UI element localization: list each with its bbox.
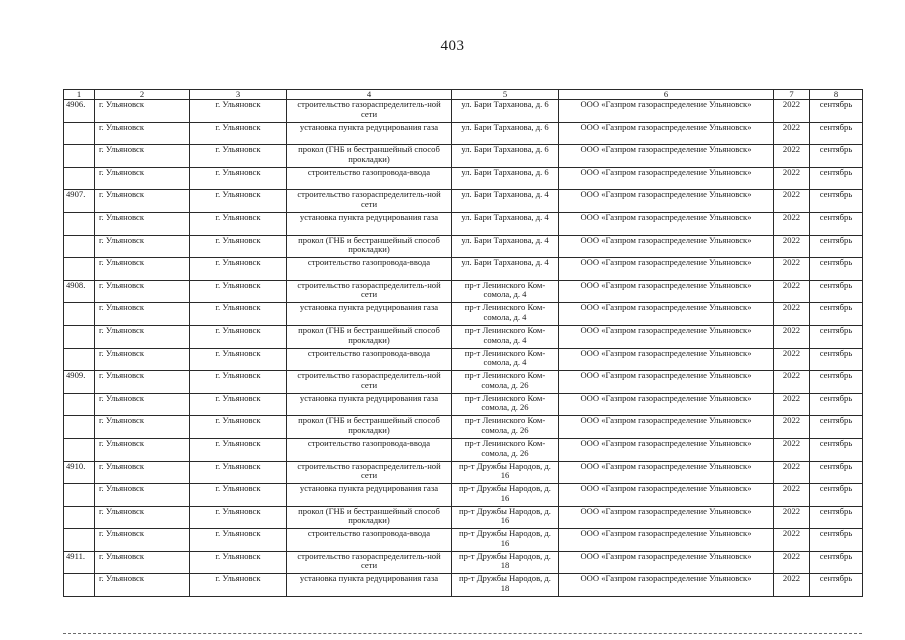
cell-municipality: г. Ульяновск: [95, 348, 190, 371]
cell-work-type: строительство газопровода-ввода: [287, 348, 452, 371]
cell-organization: ООО «Газпром газораспределение Ульяновск»: [559, 100, 774, 123]
table-row: [64, 416, 863, 439]
cell-entry-number: [64, 484, 95, 507]
cell-settlement: г. Ульяновск: [190, 574, 287, 597]
column-number-header: [64, 90, 863, 100]
register-body: [64, 100, 863, 597]
cell-entry-number: [64, 325, 95, 348]
cell-municipality: г. Ульяновск: [95, 145, 190, 168]
cell-month: сентябрь: [810, 551, 863, 574]
cell-year: 2022: [774, 484, 810, 507]
table-row: [64, 280, 863, 303]
cell-year: 2022: [774, 325, 810, 348]
cell-address: ул. Бари Тарханова, д. 4: [452, 235, 559, 258]
cell-month: сентябрь: [810, 416, 863, 439]
cell-work-type: строительство газораспределитель-ной сети: [287, 371, 452, 394]
cell-address: пр-т Ленинского Ком-сомола, д. 4: [452, 348, 559, 371]
cell-organization: ООО «Газпром газораспределение Ульяновск»: [559, 280, 774, 303]
cell-entry-number: 4906.: [64, 100, 95, 123]
cell-municipality: г. Ульяновск: [95, 371, 190, 394]
cell-work-type: строительство газораспределитель-ной сети: [287, 551, 452, 574]
cell-work-type: строительство газораспределитель-ной сети: [287, 100, 452, 123]
cell-organization: ООО «Газпром газораспределение Ульяновск»: [559, 574, 774, 597]
column-header-3: 3: [190, 90, 287, 100]
cell-work-type: установка пункта редуцирования газа: [287, 212, 452, 235]
table-row: [64, 212, 863, 235]
cell-municipality: г. Ульяновск: [95, 100, 190, 123]
cell-entry-number: 4910.: [64, 461, 95, 484]
cell-year: 2022: [774, 416, 810, 439]
table-row: [64, 303, 863, 326]
cell-year: 2022: [774, 100, 810, 123]
page-cut-edge: [63, 633, 862, 634]
cell-entry-number: [64, 438, 95, 461]
cell-year: 2022: [774, 303, 810, 326]
cell-month: сентябрь: [810, 325, 863, 348]
cell-work-type: строительство газопровода-ввода: [287, 438, 452, 461]
cell-year: 2022: [774, 438, 810, 461]
cell-month: сентябрь: [810, 303, 863, 326]
cell-work-type: установка пункта редуцирования газа: [287, 122, 452, 145]
cell-month: сентябрь: [810, 484, 863, 507]
cell-organization: ООО «Газпром газораспределение Ульяновск»: [559, 258, 774, 281]
cell-municipality: г. Ульяновск: [95, 529, 190, 552]
cell-address: пр-т Ленинского Ком-сомола, д. 4: [452, 303, 559, 326]
cell-entry-number: [64, 529, 95, 552]
table-row: [64, 190, 863, 213]
cell-year: 2022: [774, 280, 810, 303]
cell-year: 2022: [774, 235, 810, 258]
cell-entry-number: [64, 506, 95, 529]
cell-settlement: г. Ульяновск: [190, 506, 287, 529]
cell-month: сентябрь: [810, 190, 863, 213]
table-row: [64, 438, 863, 461]
cell-work-type: прокол (ГНБ и бестраншейный способ прокладки): [287, 235, 452, 258]
cell-work-type: установка пункта редуцирования газа: [287, 484, 452, 507]
cell-settlement: г. Ульяновск: [190, 416, 287, 439]
cell-municipality: г. Ульяновск: [95, 438, 190, 461]
cell-address: пр-т Ленинского Ком-сомола, д. 26: [452, 438, 559, 461]
cell-organization: ООО «Газпром газораспределение Ульяновск»: [559, 325, 774, 348]
cell-address: пр-т Ленинского Ком-сомола, д. 26: [452, 371, 559, 394]
cell-municipality: г. Ульяновск: [95, 190, 190, 213]
cell-municipality: г. Ульяновск: [95, 167, 190, 190]
cell-organization: ООО «Газпром газораспределение Ульяновск»: [559, 235, 774, 258]
cell-month: сентябрь: [810, 167, 863, 190]
cell-month: сентябрь: [810, 529, 863, 552]
column-header-2: 2: [95, 90, 190, 100]
cell-year: 2022: [774, 461, 810, 484]
cell-month: сентябрь: [810, 461, 863, 484]
cell-work-type: прокол (ГНБ и бестраншейный способ прокладки): [287, 325, 452, 348]
cell-month: сентябрь: [810, 212, 863, 235]
cell-address: пр-т Дружбы Народов, д. 16: [452, 461, 559, 484]
cell-municipality: г. Ульяновск: [95, 393, 190, 416]
cell-year: 2022: [774, 506, 810, 529]
cell-settlement: г. Ульяновск: [190, 100, 287, 123]
cell-municipality: г. Ульяновск: [95, 484, 190, 507]
cell-settlement: г. Ульяновск: [190, 167, 287, 190]
table-row: [64, 122, 863, 145]
column-header-7: 7: [774, 90, 810, 100]
cell-organization: ООО «Газпром газораспределение Ульяновск»: [559, 438, 774, 461]
cell-year: 2022: [774, 212, 810, 235]
register-table: [63, 89, 863, 597]
cell-municipality: г. Ульяновск: [95, 325, 190, 348]
cell-settlement: г. Ульяновск: [190, 122, 287, 145]
cell-settlement: г. Ульяновск: [190, 393, 287, 416]
table-row: [64, 258, 863, 281]
cell-organization: ООО «Газпром газораспределение Ульяновск»: [559, 393, 774, 416]
table-row: [64, 167, 863, 190]
cell-month: сентябрь: [810, 574, 863, 597]
cell-municipality: г. Ульяновск: [95, 551, 190, 574]
table-row: [64, 371, 863, 394]
table-row: [64, 145, 863, 168]
table-row: [64, 484, 863, 507]
cell-work-type: строительство газораспределитель-ной сети: [287, 280, 452, 303]
cell-municipality: г. Ульяновск: [95, 303, 190, 326]
cell-month: сентябрь: [810, 280, 863, 303]
cell-entry-number: [64, 303, 95, 326]
cell-month: сентябрь: [810, 393, 863, 416]
cell-municipality: г. Ульяновск: [95, 258, 190, 281]
column-header-8: 8: [810, 90, 863, 100]
cell-municipality: г. Ульяновск: [95, 574, 190, 597]
cell-address: ул. Бари Тарханова, д. 4: [452, 212, 559, 235]
cell-work-type: строительство газопровода-ввода: [287, 529, 452, 552]
cell-municipality: г. Ульяновск: [95, 122, 190, 145]
cell-address: ул. Бари Тарханова, д. 6: [452, 100, 559, 123]
cell-work-type: прокол (ГНБ и бестраншейный способ прокладки): [287, 506, 452, 529]
page-number: 403: [440, 38, 465, 54]
table-row: [64, 100, 863, 123]
cell-month: сентябрь: [810, 506, 863, 529]
cell-work-type: установка пункта редуцирования газа: [287, 574, 452, 597]
cell-municipality: г. Ульяновск: [95, 235, 190, 258]
cell-entry-number: [64, 145, 95, 168]
cell-entry-number: [64, 416, 95, 439]
column-header-5: 5: [452, 90, 559, 100]
cell-year: 2022: [774, 258, 810, 281]
table-row: [64, 393, 863, 416]
cell-settlement: г. Ульяновск: [190, 529, 287, 552]
cell-entry-number: [64, 167, 95, 190]
column-header-6: 6: [559, 90, 774, 100]
table-row: [64, 506, 863, 529]
cell-entry-number: [64, 393, 95, 416]
cell-work-type: строительство газопровода-ввода: [287, 258, 452, 281]
table-row: [64, 325, 863, 348]
cell-organization: ООО «Газпром газораспределение Ульяновск»: [559, 303, 774, 326]
cell-year: 2022: [774, 145, 810, 168]
cell-entry-number: [64, 122, 95, 145]
cell-work-type: строительство газопровода-ввода: [287, 167, 452, 190]
cell-address: пр-т Дружбы Народов, д. 18: [452, 551, 559, 574]
cell-work-type: прокол (ГНБ и бестраншейный способ прокладки): [287, 145, 452, 168]
cell-organization: ООО «Газпром газораспределение Ульяновск»: [559, 167, 774, 190]
cell-organization: ООО «Газпром газораспределение Ульяновск»: [559, 122, 774, 145]
cell-organization: ООО «Газпром газораспределение Ульяновск»: [559, 348, 774, 371]
cell-address: пр-т Ленинского Ком-сомола, д. 4: [452, 280, 559, 303]
cell-organization: ООО «Газпром газораспределение Ульяновск»: [559, 551, 774, 574]
cell-settlement: г. Ульяновск: [190, 235, 287, 258]
cell-year: 2022: [774, 122, 810, 145]
cell-year: 2022: [774, 348, 810, 371]
cell-address: пр-т Дружбы Народов, д. 16: [452, 484, 559, 507]
cell-entry-number: [64, 258, 95, 281]
cell-work-type: строительство газораспределитель-ной сети: [287, 461, 452, 484]
cell-address: ул. Бари Тарханова, д. 4: [452, 190, 559, 213]
cell-entry-number: 4911.: [64, 551, 95, 574]
table-row: [64, 551, 863, 574]
cell-settlement: г. Ульяновск: [190, 212, 287, 235]
cell-month: сентябрь: [810, 258, 863, 281]
cell-address: ул. Бари Тарханова, д. 4: [452, 258, 559, 281]
cell-organization: ООО «Газпром газораспределение Ульяновск»: [559, 506, 774, 529]
cell-month: сентябрь: [810, 438, 863, 461]
cell-municipality: г. Ульяновск: [95, 461, 190, 484]
table-row: [64, 529, 863, 552]
cell-settlement: г. Ульяновск: [190, 303, 287, 326]
cell-entry-number: 4909.: [64, 371, 95, 394]
cell-month: сентябрь: [810, 371, 863, 394]
cell-settlement: г. Ульяновск: [190, 371, 287, 394]
cell-entry-number: 4908.: [64, 280, 95, 303]
cell-settlement: г. Ульяновск: [190, 258, 287, 281]
cell-municipality: г. Ульяновск: [95, 280, 190, 303]
cell-organization: ООО «Газпром газораспределение Ульяновск»: [559, 461, 774, 484]
cell-address: пр-т Ленинского Ком-сомола, д. 4: [452, 325, 559, 348]
cell-settlement: г. Ульяновск: [190, 280, 287, 303]
cell-organization: ООО «Газпром газораспределение Ульяновск»: [559, 145, 774, 168]
cell-organization: ООО «Газпром газораспределение Ульяновск»: [559, 529, 774, 552]
cell-year: 2022: [774, 551, 810, 574]
table-row: [64, 574, 863, 597]
cell-settlement: г. Ульяновск: [190, 325, 287, 348]
cell-year: 2022: [774, 574, 810, 597]
cell-organization: ООО «Газпром газораспределение Ульяновск»: [559, 212, 774, 235]
cell-address: ул. Бари Тарханова, д. 6: [452, 167, 559, 190]
cell-address: пр-т Ленинского Ком-сомола, д. 26: [452, 416, 559, 439]
cell-work-type: установка пункта редуцирования газа: [287, 393, 452, 416]
cell-entry-number: [64, 212, 95, 235]
cell-year: 2022: [774, 529, 810, 552]
cell-month: сентябрь: [810, 348, 863, 371]
cell-organization: ООО «Газпром газораспределение Ульяновск»: [559, 190, 774, 213]
cell-work-type: строительство газораспределитель-ной сети: [287, 190, 452, 213]
cell-address: пр-т Ленинского Ком-сомола, д. 26: [452, 393, 559, 416]
cell-entry-number: [64, 574, 95, 597]
cell-address: ул. Бари Тарханова, д. 6: [452, 122, 559, 145]
cell-settlement: г. Ульяновск: [190, 145, 287, 168]
cell-entry-number: [64, 348, 95, 371]
cell-year: 2022: [774, 393, 810, 416]
cell-settlement: г. Ульяновск: [190, 461, 287, 484]
cell-organization: ООО «Газпром газораспределение Ульяновск»: [559, 416, 774, 439]
cell-settlement: г. Ульяновск: [190, 551, 287, 574]
column-header-4: 4: [287, 90, 452, 100]
cell-address: пр-т Дружбы Народов, д. 16: [452, 529, 559, 552]
cell-entry-number: 4907.: [64, 190, 95, 213]
cell-year: 2022: [774, 371, 810, 394]
cell-municipality: г. Ульяновск: [95, 506, 190, 529]
table-row: [64, 235, 863, 258]
cell-settlement: г. Ульяновск: [190, 348, 287, 371]
cell-month: сентябрь: [810, 122, 863, 145]
cell-work-type: прокол (ГНБ и бестраншейный способ прокладки): [287, 416, 452, 439]
table-row: [64, 461, 863, 484]
cell-month: сентябрь: [810, 235, 863, 258]
column-header-1: 1: [64, 90, 95, 100]
cell-address: ул. Бари Тарханова, д. 6: [452, 145, 559, 168]
cell-settlement: г. Ульяновск: [190, 190, 287, 213]
cell-municipality: г. Ульяновск: [95, 416, 190, 439]
cell-month: сентябрь: [810, 145, 863, 168]
cell-settlement: г. Ульяновск: [190, 438, 287, 461]
cell-entry-number: [64, 235, 95, 258]
cell-municipality: г. Ульяновск: [95, 212, 190, 235]
table-row: [64, 348, 863, 371]
cell-organization: ООО «Газпром газораспределение Ульяновск»: [559, 484, 774, 507]
cell-address: пр-т Дружбы Народов, д. 18: [452, 574, 559, 597]
cell-settlement: г. Ульяновск: [190, 484, 287, 507]
cell-organization: ООО «Газпром газораспределение Ульяновск»: [559, 371, 774, 394]
cell-year: 2022: [774, 190, 810, 213]
cell-year: 2022: [774, 167, 810, 190]
cell-address: пр-т Дружбы Народов, д. 16: [452, 506, 559, 529]
cell-work-type: установка пункта редуцирования газа: [287, 303, 452, 326]
cell-month: сентябрь: [810, 100, 863, 123]
